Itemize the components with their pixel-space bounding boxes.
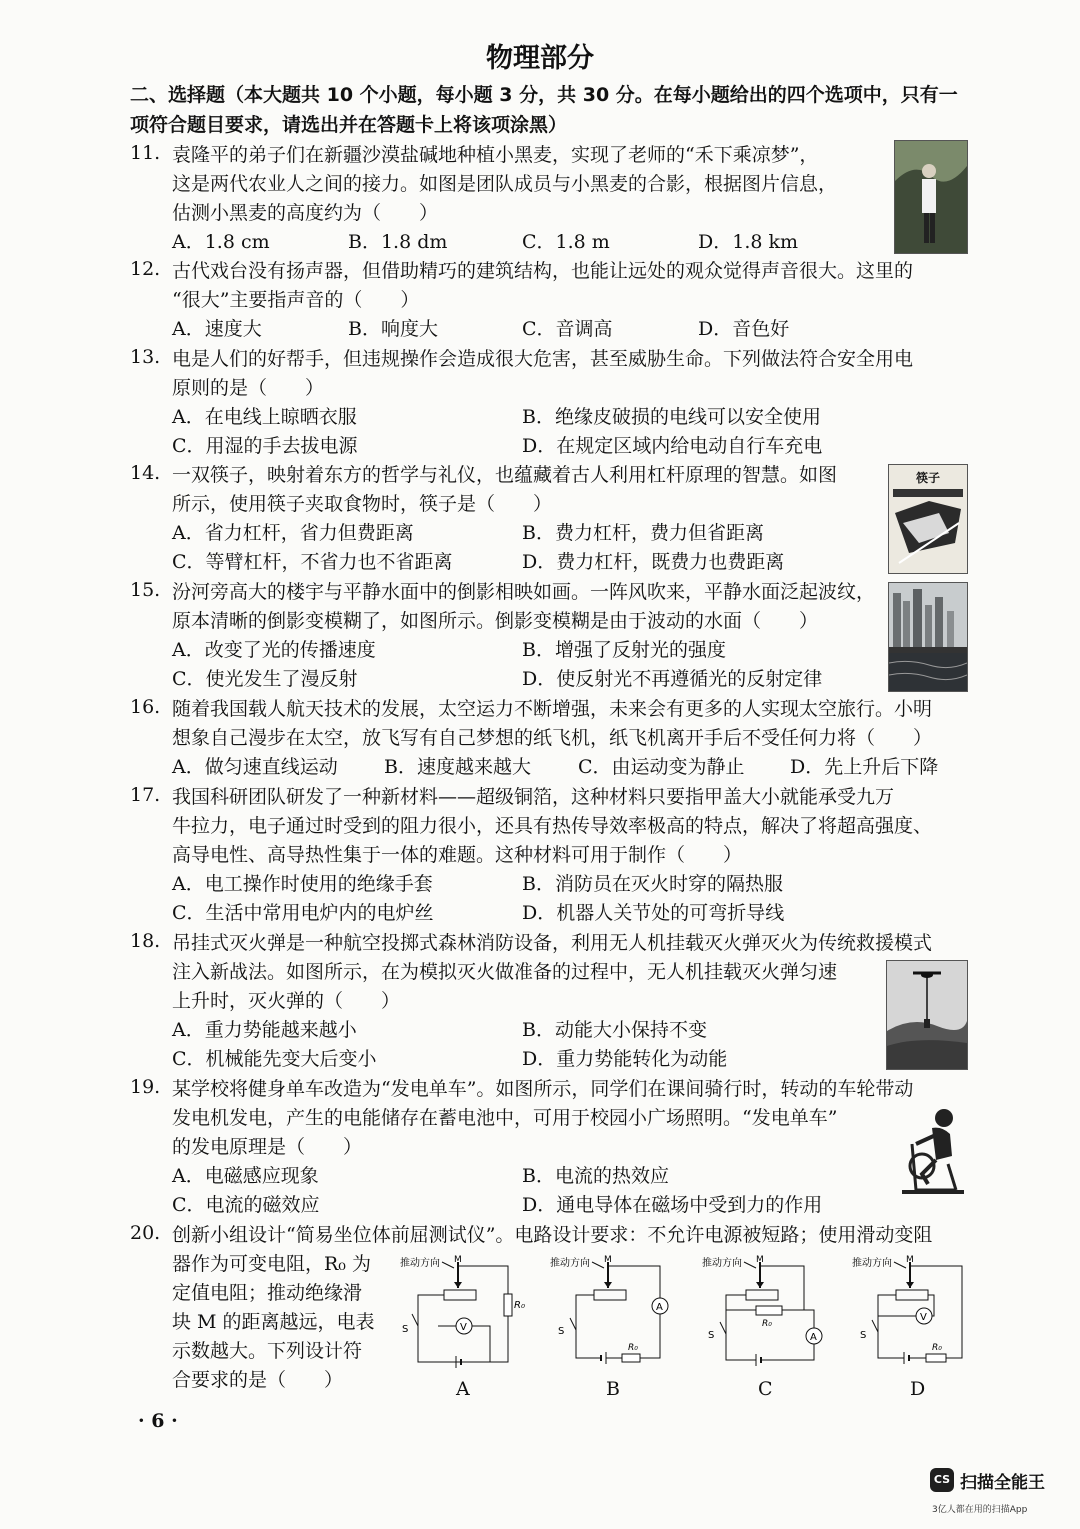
- option-d: D．音色好: [698, 318, 790, 340]
- question-text-line: 注入新战法。如图所示，在为模拟灭火做准备的过程中，无人机挂载灭火弹匀速: [172, 961, 838, 983]
- meter-label: V: [920, 1312, 927, 1323]
- option-c: C．由运动变为静止: [578, 756, 745, 778]
- question-text-line: 汾河旁高大的楼宇与平静水面中的倒影相映如画。一阵风吹来，平静水面泛起波纹，: [172, 581, 876, 603]
- option-a: A．省力杠杆，省力但费距离: [172, 522, 414, 544]
- option-b: B．速度越来越大: [384, 756, 531, 778]
- push-direction-label: 推动方向: [702, 1258, 742, 1269]
- question-text-line: 示数越大。下列设计符: [172, 1340, 363, 1362]
- question-text-line: 随着我国载人航天技术的发展，太空运力不断增强，未来会有更多的人实现太空旅行。小明: [172, 698, 933, 720]
- page-number: · 6 ·: [138, 1410, 178, 1432]
- option-d: D．通电导体在磁场中受到力的作用: [522, 1194, 823, 1216]
- circuit-diagram-a: [398, 1252, 528, 1376]
- question-number: 14.: [130, 462, 161, 484]
- option-b: B．1.8 dm: [348, 231, 448, 253]
- switch-label: S: [402, 1324, 409, 1335]
- option-b: B．响度大: [348, 318, 438, 340]
- option-c: C．机械能先变大后变小: [172, 1048, 377, 1070]
- option-b: B．电流的热效应: [522, 1165, 669, 1187]
- option-b-label: B: [606, 1378, 620, 1400]
- question-number: 19.: [130, 1076, 161, 1098]
- resistor-label: R₀: [762, 1319, 772, 1329]
- option-d: D．1.8 km: [698, 231, 799, 253]
- circuit-diagram-d: [850, 1252, 980, 1376]
- slider-label: M: [454, 1255, 462, 1265]
- question-text-line: 这是两代农业人之间的接力。如图是团队成员与小黑麦的合影，根据图片信息，: [172, 173, 838, 195]
- question-text-line: 创新小组设计“简易坐位体前屈测试仪”。电路设计要求：不允许电源被短路；使用滑动变阻: [172, 1224, 933, 1246]
- option-d: D．重力势能转化为动能: [522, 1048, 728, 1070]
- option-c-label: C: [758, 1378, 773, 1400]
- option-c: C．1.8 m: [522, 231, 610, 253]
- question-text-line: 所示，使用筷子夹取食物时，筷子是（ ）: [172, 493, 553, 515]
- option-a: A．1.8 cm: [172, 231, 270, 253]
- option-b: B．增强了反射光的强度: [522, 639, 726, 661]
- question-text-line: 合要求的是（ ）: [172, 1369, 344, 1391]
- slider-label: M: [604, 1255, 612, 1265]
- section-heading: [130, 80, 970, 140]
- question-text-line: 某学校将健身单车改造为“发电单车”。如图所示，同学们在课间骑行时，转动的车轮带动: [172, 1078, 914, 1100]
- option-d: D．先上升后下降: [790, 756, 939, 778]
- question-text-line: 原本清晰的倒影变模糊了，如图所示。倒影变模糊是由于波动的水面（ ）: [172, 610, 819, 632]
- question-number: 11.: [130, 142, 161, 164]
- question-text-line: 我国科研团队研发了一种新材料——超级铜箔，这种材料只要指甲盖大小就能承受九万: [172, 786, 895, 808]
- question-text-line: 上升时，灭火弹的（ ）: [172, 990, 401, 1012]
- river-reflection-photo: [888, 582, 968, 692]
- option-b: B．绝缘皮破损的电线可以安全使用: [522, 406, 821, 428]
- question-text-line: 原则的是（ ）: [172, 377, 325, 399]
- option-b: B．费力杠杆，费力但省距离: [522, 522, 764, 544]
- resistor-label: R₀: [932, 1343, 942, 1353]
- question-text-line: 一双筷子，映射着东方的哲学与礼仪，也蕴藏着古人利用杠杆原理的智慧。如图: [172, 464, 838, 486]
- meter-label: A: [810, 1332, 817, 1343]
- option-c: C．生活中常用电炉内的电炉丝: [172, 902, 434, 924]
- option-c: C．用湿的手去拔电源: [172, 435, 358, 457]
- question-text-line: 袁隆平的弟子们在新疆沙漠盐碱地种植小黑麦，实现了老师的“禾下乘凉梦”，: [172, 144, 819, 166]
- push-direction-label: 推动方向: [550, 1258, 590, 1269]
- question-text-line: 的发电原理是（ ）: [172, 1136, 363, 1158]
- slider-label: M: [906, 1255, 914, 1265]
- question-number: 17.: [130, 784, 161, 806]
- wheat-photo: [894, 140, 968, 254]
- option-a: A．电工操作时使用的绝缘手套: [172, 873, 433, 895]
- exercise-bike-illustration: [892, 1104, 970, 1200]
- question-number: 12.: [130, 258, 161, 280]
- option-a: A．在电线上晾晒衣服: [172, 406, 357, 428]
- scanner-watermark: [930, 1462, 1070, 1520]
- question-number: 15.: [130, 579, 161, 601]
- option-d: D．使反射光不再遵循光的反射定律: [522, 668, 823, 690]
- question-text-line: “很大”主要指声音的（ ）: [172, 289, 420, 311]
- question-text-line: 发电机发电，产生的电能储存在蓄电池中，可用于校园小广场照明。“发电单车”: [172, 1107, 838, 1129]
- page-title: 物理部分: [486, 43, 594, 74]
- question-text-line: 吊挂式灭火弹是一种航空投掷式森林消防设备，利用无人机挂载灭火弹灭火为传统救援模式: [172, 932, 933, 954]
- question-text-line: 器作为可变电阻，R₀ 为: [172, 1253, 371, 1275]
- watermark-brand: 扫描全能王: [960, 1473, 1045, 1493]
- section-line-2: 项符合题目要求，请选出并在答题卡上将该项涂黑）: [130, 114, 568, 136]
- question-number: 18.: [130, 930, 161, 952]
- option-a: A．重力势能越来越小: [172, 1019, 357, 1041]
- option-a: A．改变了光的传播速度: [172, 639, 376, 661]
- option-a: A．电磁感应现象: [172, 1165, 319, 1187]
- question-text-line: 想象自己漫步在太空，放飞写有自己梦想的纸飞机，纸飞机离开手后不受任何力将（ ）: [172, 727, 933, 749]
- option-d-label: D: [910, 1378, 926, 1400]
- option-a: A．速度大: [172, 318, 262, 340]
- question-text-line: 定值电阻；推动绝缘滑: [172, 1282, 363, 1304]
- question-number: 16.: [130, 696, 161, 718]
- option-c: C．电流的磁效应: [172, 1194, 320, 1216]
- book-cover-title: 筷子: [915, 471, 940, 485]
- question-text-line: 高导电性、高导热性集于一体的难题。这种材料可用于制作（ ）: [172, 844, 743, 866]
- chopsticks-book-photo: [888, 464, 968, 574]
- option-b: B．消防员在灭火时穿的隔热服: [522, 873, 783, 895]
- option-d: D．费力杠杆，既费力也费距离: [522, 551, 785, 573]
- option-c: C．等臂杠杆，不省力也不省距离: [172, 551, 453, 573]
- circuit-diagram-c: [700, 1252, 830, 1376]
- option-a: A．做匀速直线运动: [172, 756, 338, 778]
- switch-label: S: [708, 1330, 715, 1341]
- slider-label: M: [756, 1255, 764, 1265]
- switch-label: S: [558, 1326, 565, 1337]
- question-text-line: 估测小黑麦的高度约为（ ）: [172, 202, 439, 224]
- drone-photo: [886, 960, 968, 1070]
- option-d: D．机器人关节处的可弯折导线: [522, 902, 785, 924]
- question-text-line: 古代戏台没有扬声器，但借助精巧的建筑结构，也能让远处的观众觉得声音很大。这里的: [172, 260, 914, 282]
- option-d: D．在规定区域内给电动自行车充电: [522, 435, 823, 457]
- resistor-label: R₀: [514, 1300, 525, 1311]
- resistor-label: R₀: [628, 1343, 638, 1353]
- question-number: 20.: [130, 1222, 161, 1244]
- question-text-line: 电是人们的好帮手，但违规操作会造成很大危害，甚至威胁生命。下列做法符合安全用电: [172, 348, 914, 370]
- cs-badge-icon: CS: [930, 1468, 954, 1492]
- question-number: 13.: [130, 346, 161, 368]
- meter-label: A: [656, 1302, 663, 1313]
- watermark-slogan: 3亿人都在用的扫描App: [932, 1505, 1028, 1515]
- push-direction-label: 推动方向: [400, 1258, 440, 1269]
- question-text-line: 牛拉力，电子通过时受到的阻力很小，还具有热传导效率极高的特点，解决了将超高强度、: [172, 815, 933, 837]
- question-text-line: 块 M 的距离越远，电表: [172, 1311, 375, 1333]
- option-c: C．音调高: [522, 318, 613, 340]
- meter-label: V: [460, 1322, 467, 1333]
- circuit-diagram-b: [548, 1252, 678, 1376]
- option-a-label: A: [456, 1378, 470, 1400]
- switch-label: S: [860, 1330, 867, 1341]
- option-c: C．使光发生了漫反射: [172, 668, 358, 690]
- option-b: B．动能大小保持不变: [522, 1019, 707, 1041]
- push-direction-label: 推动方向: [852, 1258, 892, 1269]
- section-line-1: 二、选择题（本大题共 10 个小题，每小题 3 分，共 30 分。在每小题给出的四个选项中，只有一: [130, 84, 958, 106]
